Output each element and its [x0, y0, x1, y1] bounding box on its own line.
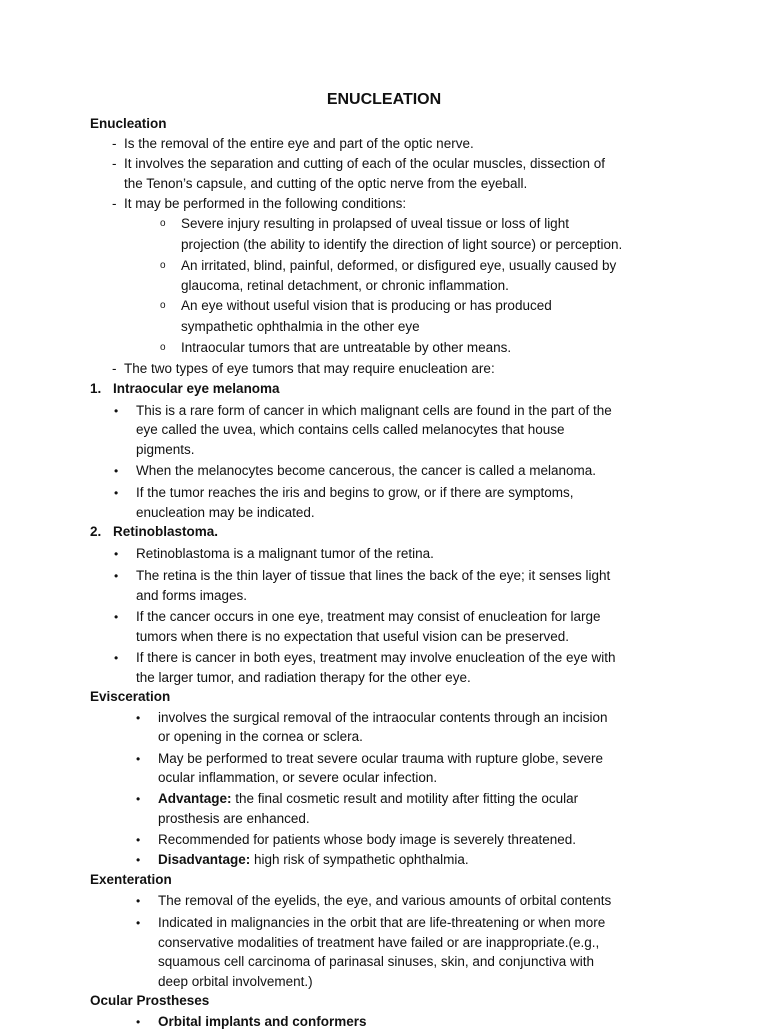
list-item: The two types of eye tumors that may require enucleation are:: [124, 361, 495, 376]
bullet: •: [136, 792, 141, 806]
list-item: It involves the separation and cutting of each of the ocular muscles, dissection of: [124, 156, 606, 171]
list-item-continuation: conservative modalities of treatment have failed or are inappropriate.(e.g.,: [158, 935, 600, 950]
list-item: May be performed to treat severe ocular trauma with rupture globe, severe: [158, 751, 603, 766]
list-item-continuation: ocular inflammation, or severe ocular infection.: [158, 770, 438, 785]
bullet: •: [136, 894, 141, 908]
list-item: The retina is the thin layer of tissue that lines the back of the eye; it senses light: [136, 568, 611, 583]
list-item: Orbital implants and conformers: [158, 1014, 367, 1029]
list-item: It may be performed in the following conditions:: [124, 196, 407, 211]
list-item: An irritated, blind, painful, deformed, or disfigured eye, usually caused by: [181, 258, 617, 273]
list-item: Intraocular tumors that are untreatable by other means.: [181, 340, 512, 355]
bullet: •: [114, 610, 119, 624]
list-item-disadvantage: [158, 851, 469, 869]
list-item: If the tumor reaches the iris and begins to grow, or if there are symptoms,: [136, 485, 574, 500]
bullet: •: [136, 833, 141, 847]
list-item-continuation: the larger tumor, and radiation therapy for the other eye.: [136, 670, 471, 685]
bullet: •: [136, 711, 141, 725]
list-item: involves the surgical removal of the intraocular contents through an incision: [158, 710, 608, 725]
list-item: An eye without useful vision that is producing or has produced: [181, 298, 552, 313]
numbered-heading-number: 2.: [90, 524, 102, 539]
section-heading-ocular-prostheses: Ocular Prostheses: [90, 993, 210, 1008]
list-item: The removal of the eyelids, the eye, and various amounts of orbital contents: [158, 893, 612, 908]
bullet: •: [136, 1015, 141, 1029]
advantage-text: the final cosmetic result and motility after fitting the ocular: [231, 791, 579, 806]
list-item-continuation: prosthesis are enhanced.: [158, 811, 310, 826]
disadvantage-label: Disadvantage:: [158, 852, 251, 867]
list-item-continuation: the Tenon’s capsule, and cutting of the optic nerve from the eyeball.: [124, 176, 528, 191]
list-item: This is a rare form of cancer in which malignant cells are found in the part of the: [136, 403, 612, 418]
circle-bullet: o: [160, 300, 166, 311]
list-item: Recommended for patients whose body image is severely threatened.: [158, 832, 576, 847]
dash-marker: -: [112, 361, 117, 376]
bullet: •: [114, 569, 119, 583]
bullet: •: [136, 853, 141, 867]
disadvantage-text: high risk of sympathetic ophthalmia.: [250, 852, 469, 867]
dash-marker: -: [112, 196, 117, 211]
list-item-continuation: projection (the ability to identify the direction of light source) or perception.: [181, 237, 623, 252]
bullet: •: [114, 486, 119, 500]
list-item: If there is cancer in both eyes, treatment may involve enucleation of the eye with: [136, 650, 616, 665]
circle-bullet: o: [160, 218, 166, 229]
section-heading-exenteration: Exenteration: [90, 872, 172, 887]
numbered-heading-number: 1.: [90, 381, 102, 396]
list-item-continuation: squamous cell carcinoma of parinasal sinuses, skin, and conjunctiva with: [158, 954, 594, 969]
list-item-continuation: enucleation may be indicated.: [136, 505, 315, 520]
list-item-continuation: glaucoma, retinal detachment, or chronic inflammation.: [181, 278, 509, 293]
bullet: •: [136, 752, 141, 766]
bullet: •: [114, 404, 119, 418]
list-item-continuation: eye called the uvea, which contains cells called melanocytes that house: [136, 422, 565, 437]
list-item-continuation: and forms images.: [136, 588, 248, 603]
bullet: •: [114, 651, 119, 665]
list-item: When the melanocytes become cancerous, the cancer is called a melanoma.: [136, 463, 596, 478]
dash-marker: -: [112, 136, 117, 151]
list-item-continuation: sympathetic ophthalmia in the other eye: [181, 319, 420, 334]
page-title: ENUCLEATION: [326, 91, 442, 108]
dash-marker: -: [112, 156, 117, 171]
list-item: Is the removal of the entire eye and part of the optic nerve.: [124, 136, 474, 151]
bullet: •: [114, 464, 119, 478]
advantage-label: Advantage:: [158, 791, 232, 806]
list-item-continuation: tumors when there is no expectation that useful vision can be preserved.: [136, 629, 569, 644]
circle-bullet: o: [160, 342, 166, 353]
section-heading-evisceration: Evisceration: [90, 689, 171, 704]
numbered-heading-melanoma: Intraocular eye melanoma: [113, 381, 280, 396]
section-heading-enucleation: Enucleation: [90, 116, 167, 131]
list-item-advantage: [158, 790, 578, 808]
bullet: •: [136, 916, 141, 930]
list-item: Indicated in malignancies in the orbit that are life-threatening or when more: [158, 915, 606, 930]
bullet: •: [114, 547, 119, 561]
list-item-continuation: pigments.: [136, 442, 195, 457]
list-item: If the cancer occurs in one eye, treatment may consist of enucleation for large: [136, 609, 601, 624]
list-item: Severe injury resulting in prolapsed of uveal tissue or loss of light: [181, 216, 569, 231]
numbered-heading-retinoblastoma: Retinoblastoma.: [113, 524, 219, 539]
list-item: Retinoblastoma is a malignant tumor of the retina.: [136, 546, 434, 561]
list-item-continuation: deep orbital involvement.): [158, 974, 313, 989]
circle-bullet: o: [160, 260, 166, 271]
list-item-continuation: or opening in the cornea or sclera.: [158, 729, 363, 744]
